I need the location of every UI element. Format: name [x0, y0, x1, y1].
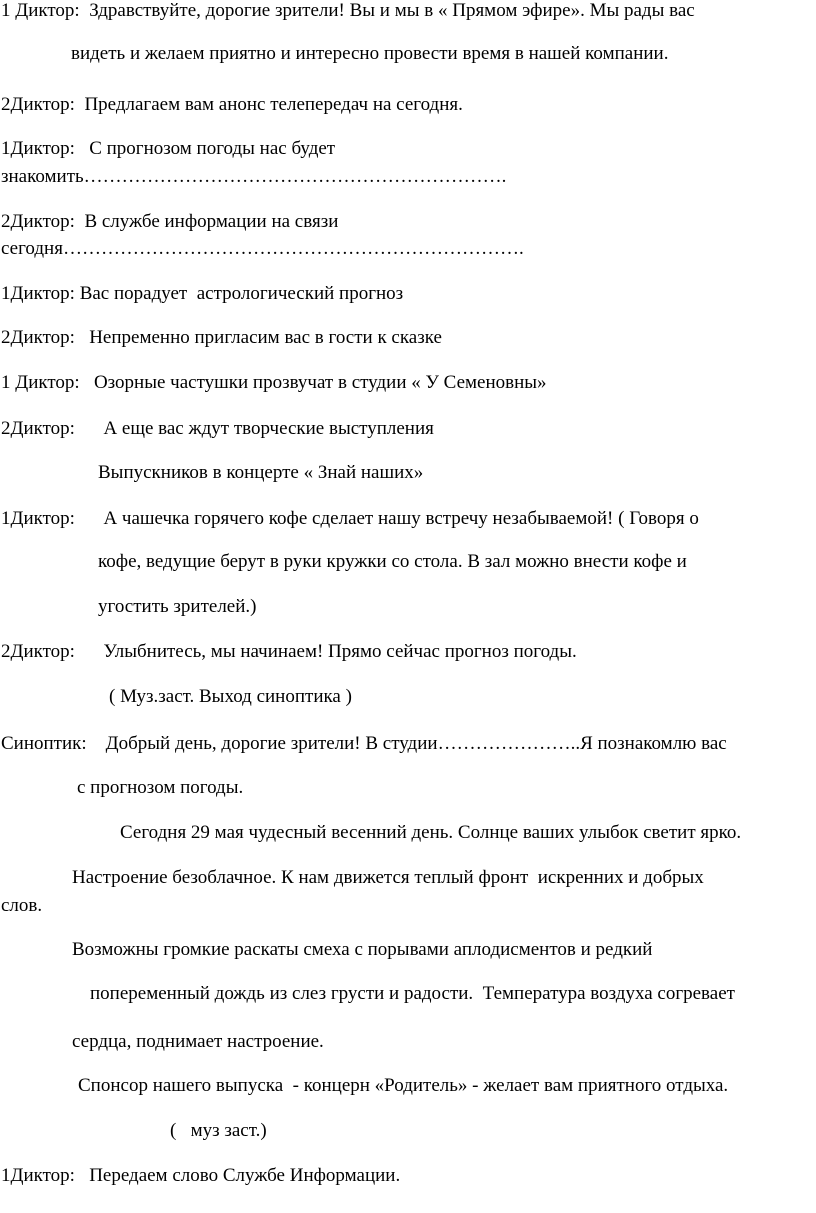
text-line: ( муз заст.) [170, 1120, 267, 1141]
text-line: кофе, ведущие берут в руки кружки со стола. В зал можно внести кофе и [98, 551, 687, 572]
text-line: 2Диктор: Предлагаем вам анонс телепередач на сегодня. [1, 94, 463, 115]
text-line: с прогнозом погоды. [77, 777, 244, 798]
text-line: сегодня………………………………………………………………. [1, 238, 524, 259]
text-line: Сегодня 29 мая чудесный весенний день. Солнце ваших улыбок светит ярко. [120, 822, 742, 843]
text-line: 2Диктор: Улыбнитесь, мы начинаем! Прямо сейчас прогноз погоды. [1, 641, 577, 662]
text-line: 1 Диктор: Здравствуйте, дорогие зрители! Вы и мы в « Прямом эфире». Мы рады вас [1, 0, 695, 21]
text-line: слов. [1, 895, 43, 916]
text-line: сердца, поднимает настроение. [72, 1031, 324, 1052]
text-line: видеть и желаем приятно и интересно провести время в нашей компании. [71, 43, 669, 64]
text-line: Синоптик: Добрый день, дорогие зрители! В студии…………………..Я познакомлю вас [1, 733, 727, 754]
text-line: 1Диктор: А чашечка горячего кофе сделает нашу встречу незабываемой! ( Говоря о [1, 508, 699, 529]
text-line: 1Диктор: Вас порадует астрологический прогноз [1, 283, 404, 304]
text-line: 2Диктор: Непременно пригласим вас в гости к сказке [1, 327, 442, 348]
text-line: 1 Диктор: Озорные частушки прозвучат в студии « У Семеновны» [1, 372, 547, 393]
text-line: Выпускников в концерте « Знай наших» [98, 462, 424, 483]
text-line: знакомить…………………………………………………………. [1, 166, 507, 187]
text-line: попеременный дождь из слез грусти и радости. Температура воздуха согревает [90, 983, 735, 1004]
text-line: Спонсор нашего выпуска - концерн «Родитель» - желает вам приятного отдыха. [78, 1075, 729, 1096]
text-line: 2Диктор: А еще вас ждут творческие выступления [1, 418, 434, 439]
text-line: 2Диктор: В службе информации на связи [1, 211, 339, 232]
text-line: 1Диктор: С прогнозом погоды нас будет [1, 138, 336, 159]
text-line: угостить зрителей.) [98, 596, 257, 617]
text-line: 1Диктор: Передаем слово Службе Информации. [1, 1165, 401, 1186]
text-line: Возможны громкие раскаты смеха с порывами аплодисментов и редкий [72, 939, 653, 960]
text-line: ( Муз.заст. Выход синоптика ) [109, 686, 352, 707]
text-line: Настроение безоблачное. К нам движется теплый фронт искренних и добрых [72, 867, 704, 888]
